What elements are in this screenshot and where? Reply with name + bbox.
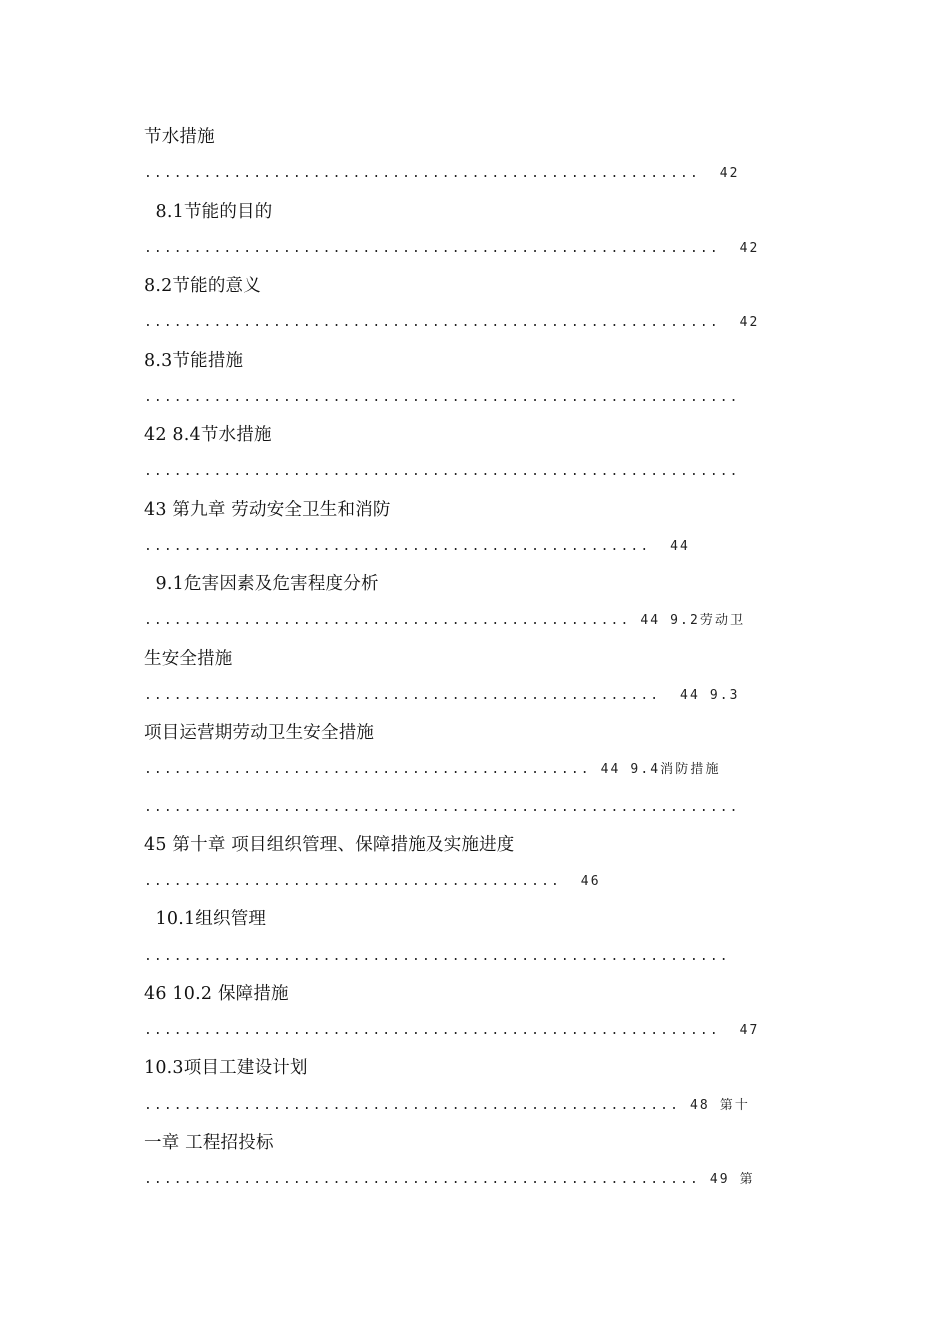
toc-line: 节水措施 xyxy=(144,127,215,147)
toc-leader-line: ............................................................ xyxy=(144,464,740,479)
toc-leader-line: ........................................................ 42 xyxy=(144,166,740,181)
toc-line: 10.3项目工建设计划 xyxy=(144,1058,308,1078)
toc-line: 46 10.2 保障措施 xyxy=(144,984,289,1004)
toc-leader-line: ............................................. 44 9.4消防措施 xyxy=(144,762,721,777)
toc-line: 43 第九章 劳动安全卫生和消防 xyxy=(144,500,391,520)
toc-line: 42 8.4节水措施 xyxy=(144,425,272,445)
toc-leader-line: ........................................................... xyxy=(144,949,730,964)
toc-line: 一章 工程招投标 xyxy=(144,1133,274,1153)
toc-leader-line: ................................................. 44 9.2劳动卫 xyxy=(144,613,746,628)
toc-line: 8.2节能的意义 xyxy=(144,276,261,296)
toc-leader-line: .................................................... 44 9.3 xyxy=(144,688,740,703)
toc-line: 45 第十章 项目组织管理、保障措施及实施进度 xyxy=(144,835,515,855)
toc-leader-line: .......................................................... 42 xyxy=(144,315,760,330)
toc-leader-line: ...................................................... 48 第十 xyxy=(144,1098,750,1113)
toc-leader-line: ............................................................ xyxy=(144,800,740,815)
toc-line: 生安全措施 xyxy=(144,649,233,669)
toc-leader-line: ................................................... 44 xyxy=(144,539,690,554)
toc-leader-line: .......................................................... 47 xyxy=(144,1023,760,1038)
toc-leader-line: ............................................................ xyxy=(144,390,740,405)
toc-line: 8.3节能措施 xyxy=(144,351,244,371)
toc-leader-line: .......................................... 46 xyxy=(144,874,601,889)
toc-line: 项目运营期劳动卫生安全措施 xyxy=(144,723,375,743)
toc-leader-line: ........................................................ 49 第 xyxy=(144,1172,755,1187)
toc-line: 8.1节能的目的 xyxy=(144,202,273,222)
toc-line: 9.1危害因素及危害程度分析 xyxy=(144,574,379,594)
toc-leader-line: .......................................................... 42 xyxy=(144,241,760,256)
toc-line: 10.1组织管理 xyxy=(144,909,267,929)
